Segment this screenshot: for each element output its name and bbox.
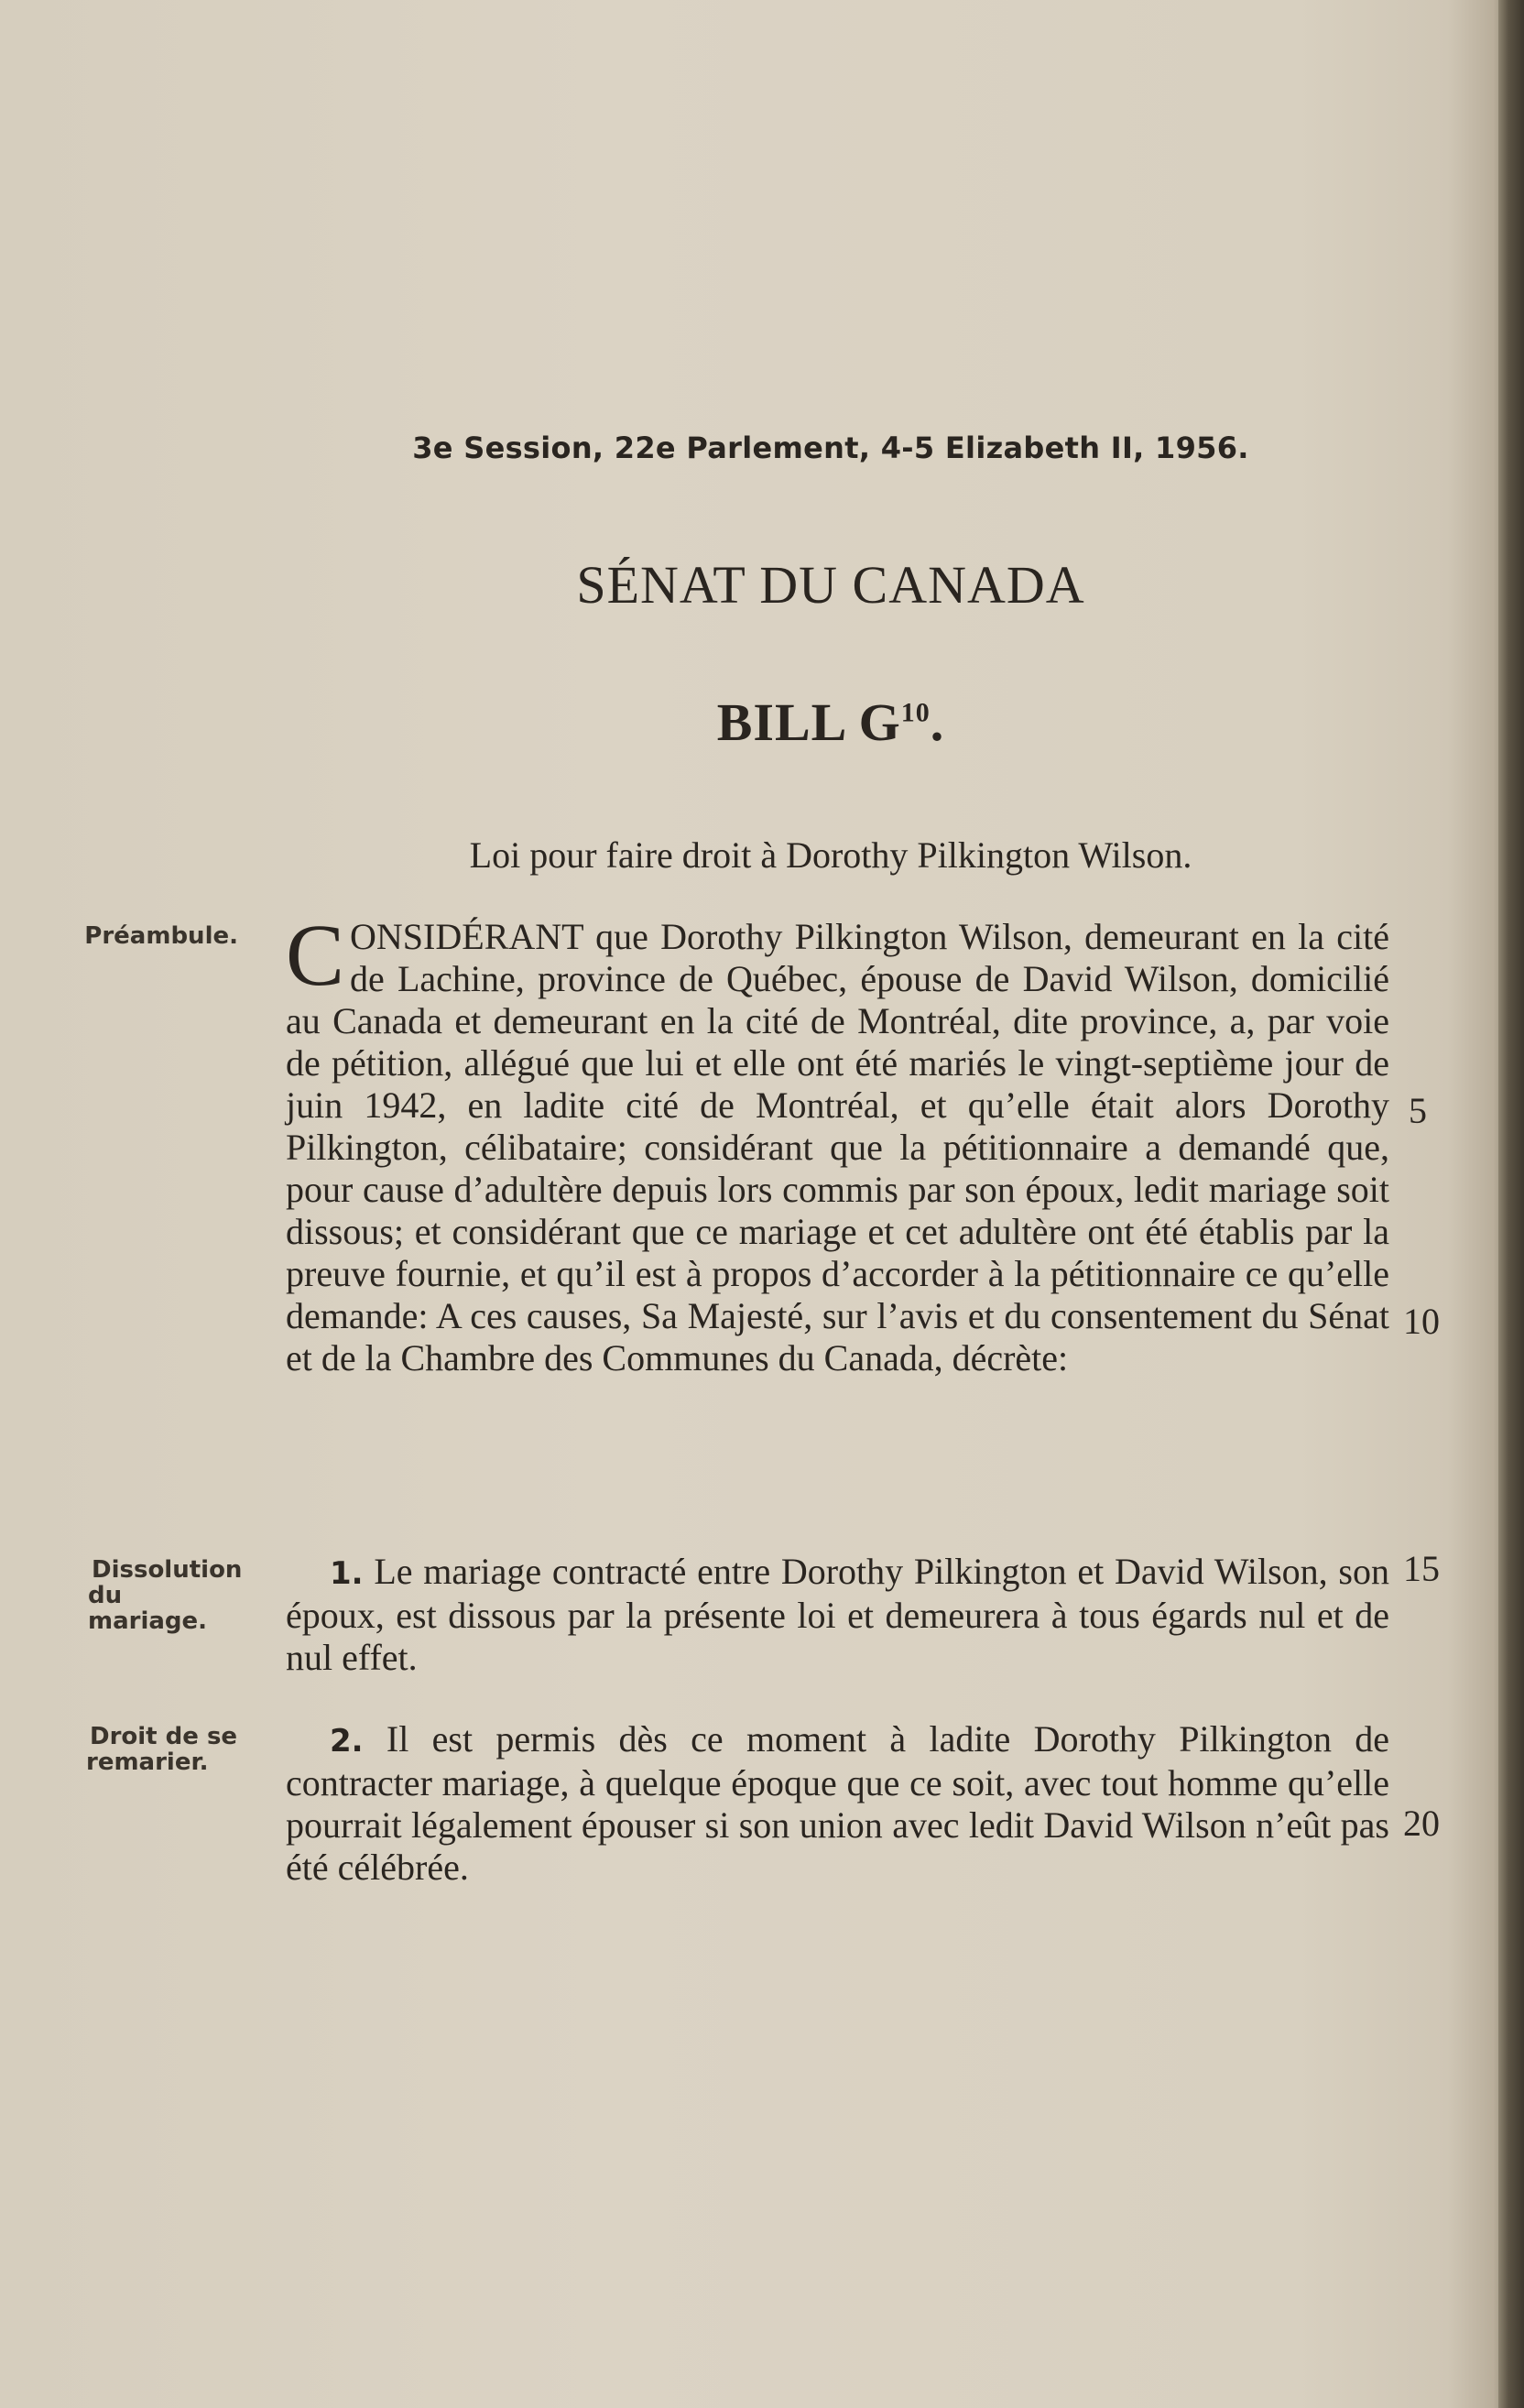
section-1-number: 1. bbox=[330, 1555, 364, 1592]
margin-note-remarry-line1: Droit de se bbox=[90, 1723, 238, 1750]
section-2-number: 2. bbox=[330, 1723, 364, 1760]
bill-prefix: BILL G bbox=[716, 692, 901, 752]
line-number-10: 10 bbox=[1403, 1301, 1440, 1342]
session-header: 3e Session, 22e Parlement, 4-5 Elizabeth II, 1956. bbox=[412, 430, 1249, 465]
margin-note-preamble bbox=[55, 923, 238, 949]
bill-suffix: . bbox=[930, 692, 945, 752]
line-number-5: 5 bbox=[1409, 1090, 1427, 1131]
preamble-text: ONSIDÉRANT que Dorothy Pilkington Wilson, demeurant en la cité de Lachine, province de Québec, épouse de David Wilson, domicilié au Canada et demeurant en la cité de Montréal, dite province, a, par voie de pétition, allégué que lui et elle ont été mariés le vingt-septième jour de juin 1942, en ladite cité de Montréal, et qu’elle était alors Dorothy Pilkington, célibataire; considérant que la pétitionnaire a demandé que, pour cause d’adultère depuis lors commis par son époux, ledit mariage soit dissous; et considérant que ce mariage et cet adultère ont été établis par la preuve fournie, et qu’il est à propos d’accorder à la pétitionnaire ce qu’elle demande: A ces causes, Sa Majesté, sur l’avis et du consentement du Sénat et de la Chambre des Communes du Canada, décrète: bbox=[286, 916, 1389, 1378]
margin-note-preamble-text: Préambule. bbox=[84, 922, 238, 950]
margin-note-dissolution-line2: du mariage. bbox=[88, 1582, 208, 1635]
margin-note-dissolution bbox=[55, 1556, 243, 1635]
margin-note-remarry bbox=[55, 1724, 238, 1775]
section-1-text: Le mariage contracté entre Dorothy Pilkington et David Wilson, son époux, est dissous par la présente loi et demeurera à tous égards nul et de nul effet. bbox=[286, 1551, 1389, 1678]
line-number-15: 15 bbox=[1403, 1548, 1440, 1589]
section-1 bbox=[286, 1551, 1389, 1679]
bill-superscript: 10 bbox=[900, 697, 931, 728]
bill-number bbox=[0, 692, 1524, 753]
section-2 bbox=[286, 1718, 1389, 1889]
margin-note-remarry-line2: remarier. bbox=[86, 1749, 209, 1776]
page-binding-edge bbox=[1498, 0, 1524, 2408]
section-2-text: Il est permis dès ce moment à ladite Dorothy Pilkington de contracter mariage, à quelque époque que ce soit, avec tout homme qu’elle pourrait légalement épouser si son union avec ledit David Wilson n’eût pas été célébrée. bbox=[286, 1718, 1390, 1888]
chamber-title: SÉNAT DU CANADA bbox=[576, 555, 1085, 615]
preamble-paragraph bbox=[286, 906, 1389, 1379]
bill-title: Loi pour faire droit à Dorothy Pilkington Wilson. bbox=[469, 834, 1192, 876]
line-number-20: 20 bbox=[1403, 1803, 1440, 1844]
dropcap-letter: C bbox=[286, 906, 345, 1004]
margin-note-dissolution-line1: Dissolution bbox=[92, 1556, 243, 1584]
